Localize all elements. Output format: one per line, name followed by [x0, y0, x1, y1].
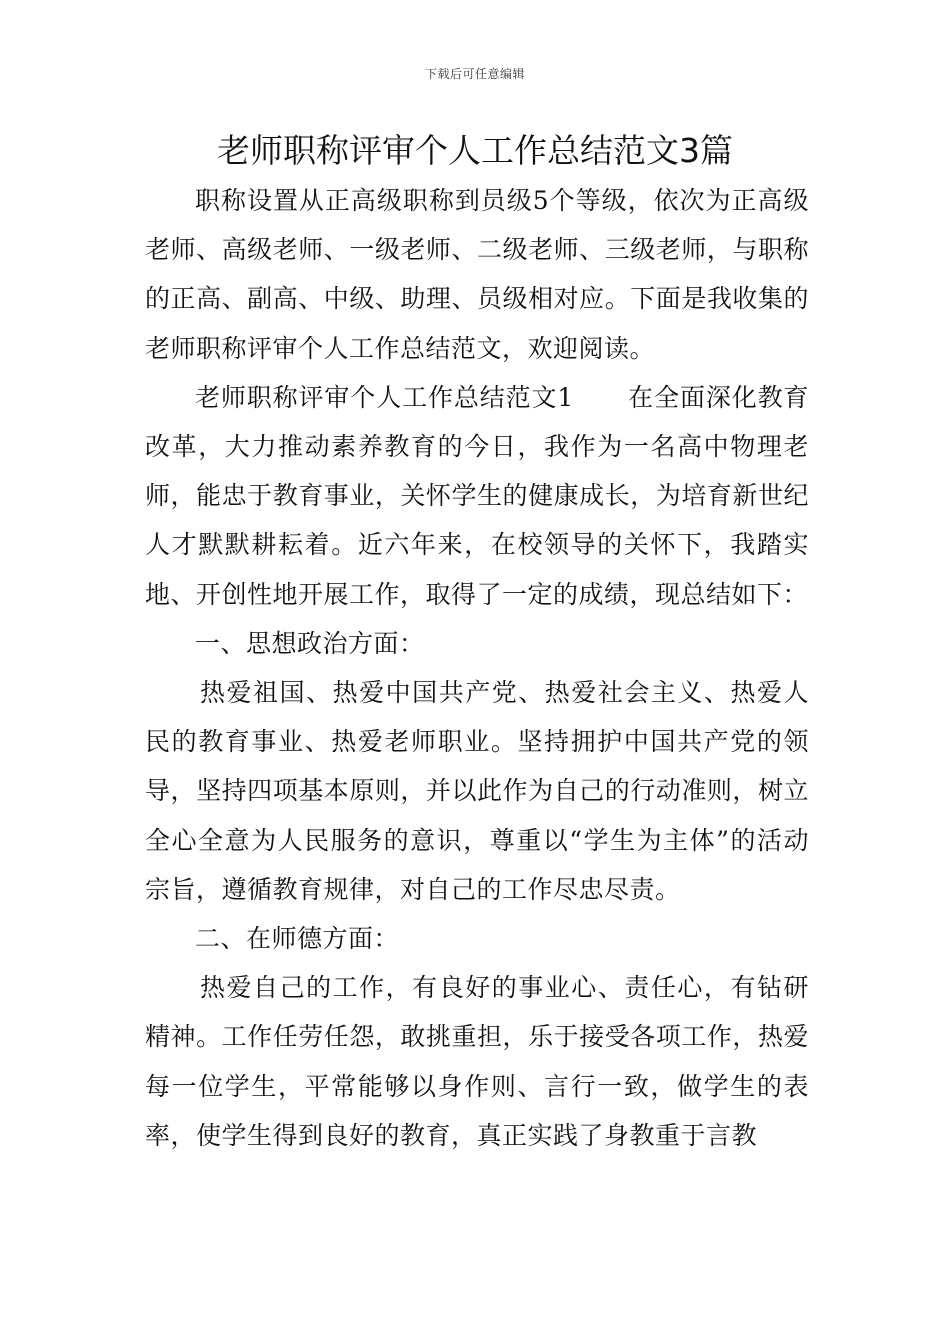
essay-1-heading: 老师职称评审个人工作总结范文1 [195, 382, 574, 412]
ideology-paragraph: 热爱祖国、热爱中国共产党、热爱社会主义、热爱人民的教育事业、热爱老师职业。坚持拥护中国共产党的领导，坚持四项基本原则，并以此作为自己的行动准则，树立全心全意为人民服务的意识，尊重以“学生为主体”的活动宗旨，遵循教育规律，对自己的工作尽忠尽责。 [145, 678, 809, 904]
document-body [145, 176, 809, 1160]
section-heading-ideology: 一、思想政治方面： [195, 628, 425, 658]
document-title: 老师职称评审个人工作总结范文3篇 [217, 131, 733, 170]
ethics-paragraph: 热爱自己的工作，有良好的事业心、责任心，有钻研精神。工作任劳任怨，敢挑重担，乐于接受各项工作，热爱每一位学生，平常能够以身作则、言行一致，做学生的表率，使学生得到良好的教育，真正实践了身教重于言教 [145, 973, 809, 1150]
essay-1-opening: 在全面深化教育改革，大力推动素养教育的今日，我作为一名高中物理老师，能忠于教育事业，关怀学生的健康成长，为培育新世纪人才默默耕耘着。近六年来，在校领导的关怀下，我踏实地、开创性地开展工作，取得了一定的成绩，现总结如下： [145, 382, 809, 609]
essay-1-paragraph [145, 373, 809, 619]
intro-paragraph: 职称设置从正高级职称到员级5个等级，依次为正高级老师、高级老师、一级老师、二级老师、三级老师，与职称的正高、副高、中级、助理、员级相对应。下面是我收集的老师职称评审个人工作总结范文，欢迎阅读。 [145, 186, 809, 363]
header-note: 下载后可任意编辑 [424, 67, 525, 81]
section-heading-ethics: 二、在师德方面： [195, 924, 400, 954]
